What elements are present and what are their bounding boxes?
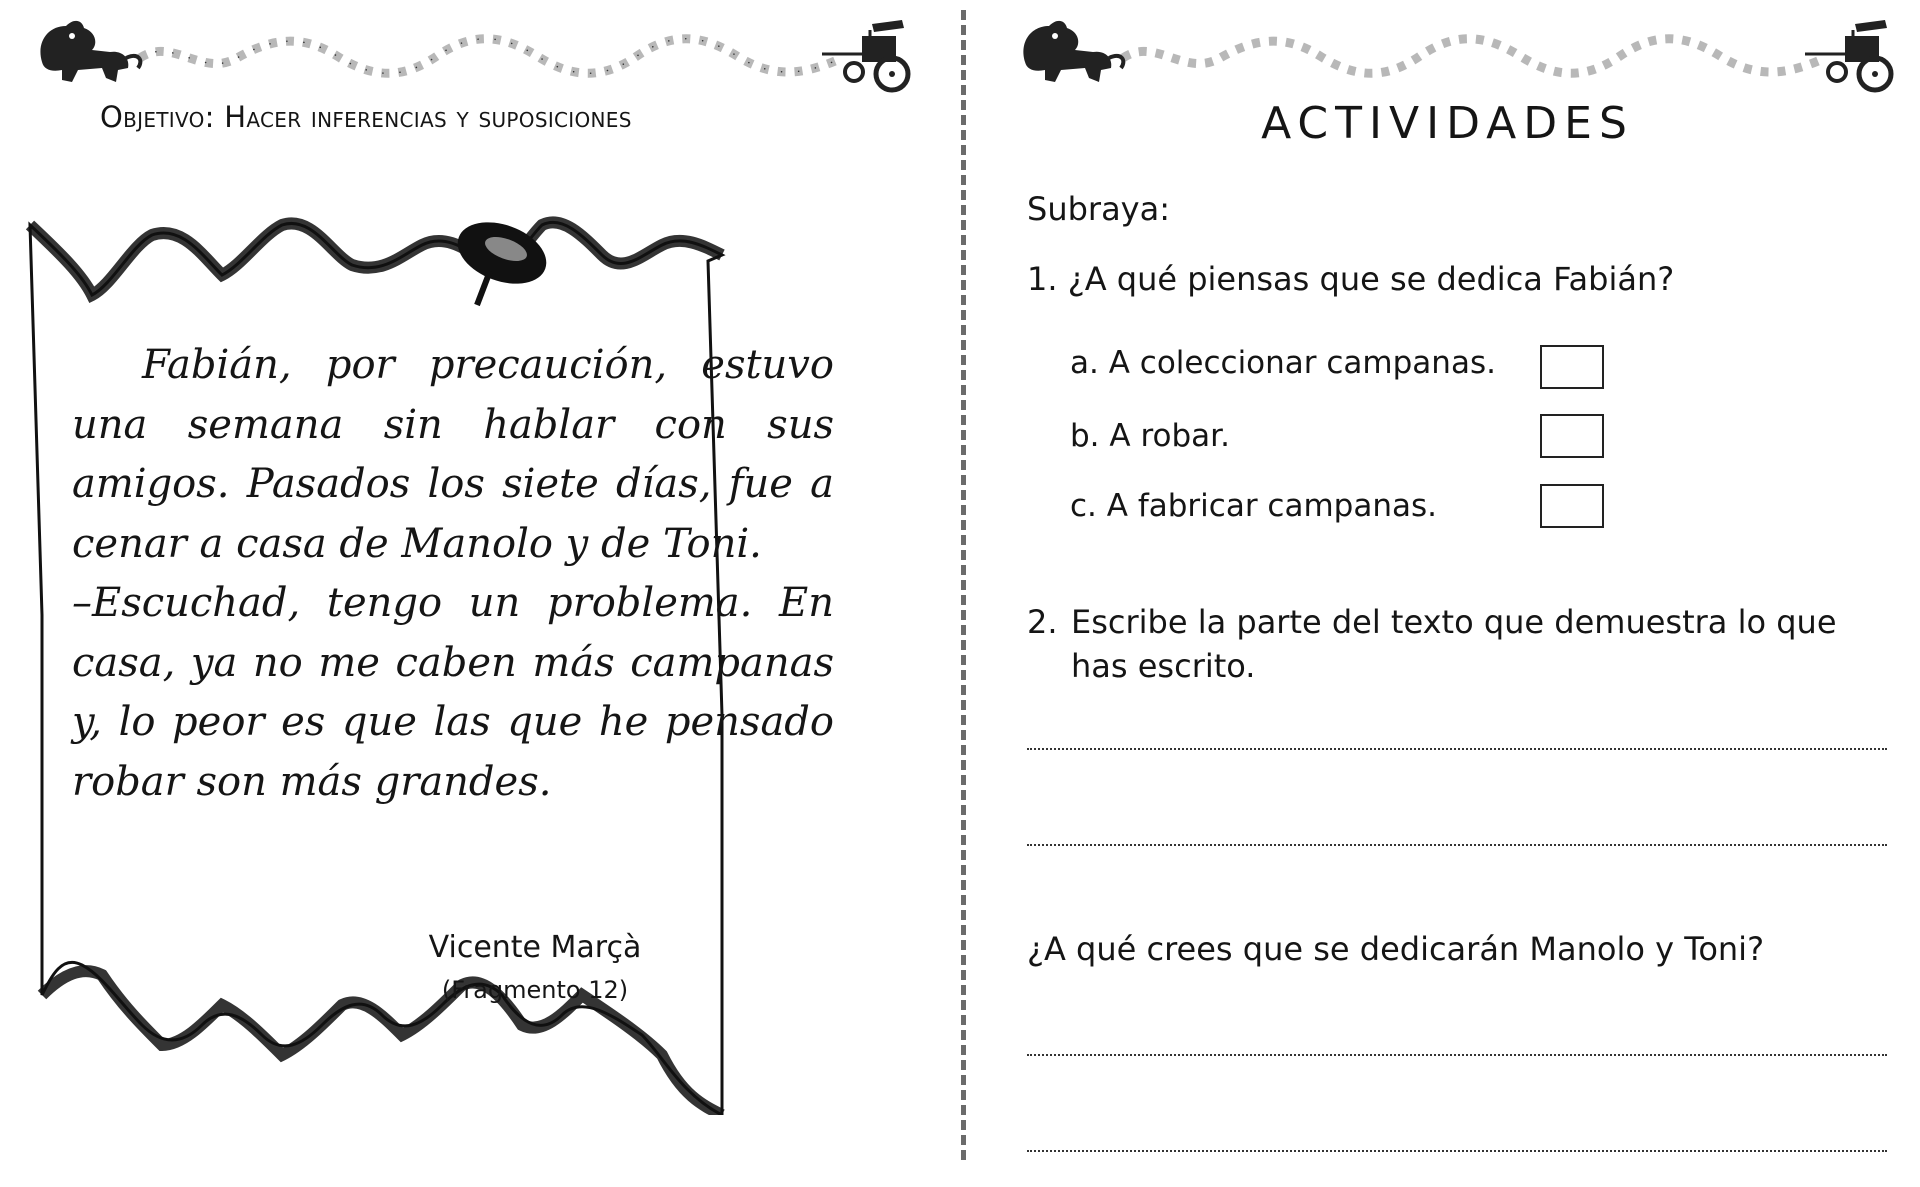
question-3: ¿A qué crees que se dedicarán Manolo y Toni? — [1027, 930, 1765, 968]
option-b — [1070, 418, 1230, 454]
option-a — [1070, 345, 1496, 381]
author-name: Vicente Marçà — [428, 930, 642, 965]
story-paragraph: Fabián, por precaución, estuvo una semana sin hablar con sus amigos. Pasados los siete días, fue a cenar a casa de Manolo y de Toni. — [72, 342, 834, 567]
option-text: A coleccionar campanas. — [1108, 345, 1496, 381]
option-letter: b. — [1070, 418, 1100, 454]
objective-heading: Objetivo: Hacer inferencias y suposiciones — [100, 100, 632, 134]
option-c — [1070, 488, 1437, 524]
option-text: A fabricar campanas. — [1106, 488, 1437, 524]
right-page — [975, 0, 1920, 1187]
horse-icon — [1023, 21, 1123, 82]
bead-chain-icon — [1123, 39, 1825, 74]
header-decoration — [1005, 14, 1905, 94]
left-page — [0, 0, 955, 1187]
page-divider — [961, 10, 966, 1160]
option-text: A robar. — [1109, 418, 1230, 454]
story-text — [72, 336, 834, 812]
carriage-icon — [1805, 20, 1891, 90]
option-letter: c. — [1070, 488, 1097, 524]
answer-line[interactable] — [1027, 1150, 1887, 1152]
answer-line[interactable] — [1027, 1054, 1887, 1056]
question-2 — [1027, 600, 1887, 688]
carriage-icon — [822, 20, 908, 90]
header-decoration — [22, 14, 922, 94]
source-note: (Fragmento 12) — [441, 976, 629, 1004]
option-a-checkbox[interactable] — [1540, 345, 1604, 389]
question-text: Escribe la parte del texto que demuestra lo que has escrito. — [1071, 603, 1837, 685]
instruction-label: Subraya: — [1027, 190, 1170, 228]
horse-icon — [40, 21, 140, 82]
option-b-checkbox[interactable] — [1540, 414, 1604, 458]
option-letter: a. — [1070, 345, 1099, 381]
question-text: ¿A qué piensas que se dedica Fabián? — [1067, 260, 1675, 298]
option-c-checkbox[interactable] — [1540, 484, 1604, 528]
question-1 — [1027, 260, 1674, 298]
answer-line[interactable] — [1027, 844, 1887, 846]
story-paragraph: –Escuchad, tengo un problema. En casa, ya no me caben más campanas y, lo peor es que las que he pensado robar son más grandes. — [72, 580, 834, 805]
activities-title: ACTIVIDADES — [1261, 98, 1634, 149]
question-number: 1. — [1027, 260, 1058, 298]
question-number: 2. — [1027, 603, 1058, 641]
answer-line[interactable] — [1027, 748, 1887, 750]
